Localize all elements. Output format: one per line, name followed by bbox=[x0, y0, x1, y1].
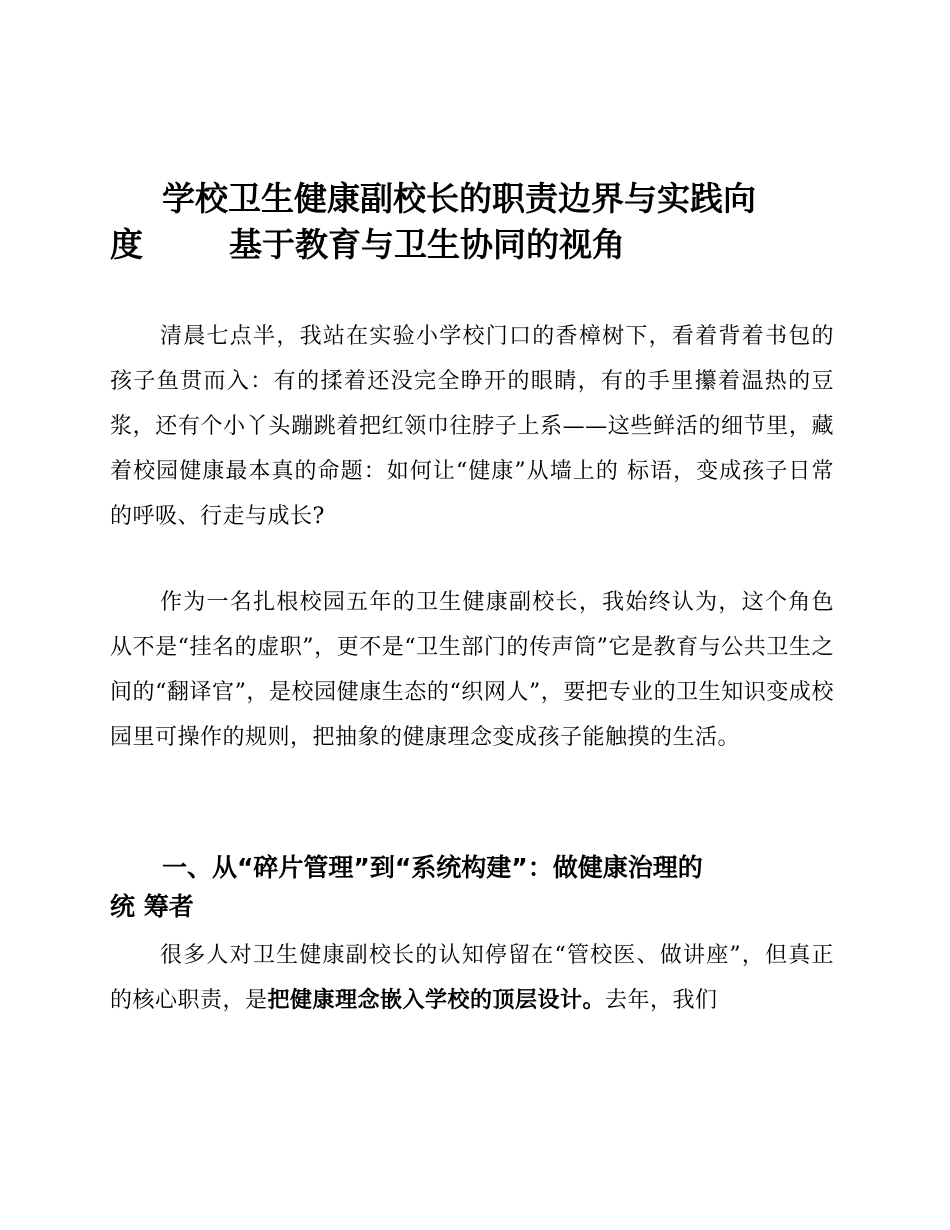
paragraph-section-1-end: 去年，我们 bbox=[605, 988, 718, 1013]
section-heading-line-1: 一、从“碎片管理”到“系统构建”：做健康治理的 bbox=[162, 853, 703, 882]
document-title-line-1: 学校卫生健康副校长的职责边界与实践向 bbox=[162, 179, 756, 218]
document-title-line-2 bbox=[110, 222, 840, 268]
document-title-subtitle: 基于教育与卫生协同的视角 bbox=[229, 225, 625, 264]
section-heading-line-2: 统 筹者 bbox=[110, 892, 194, 921]
document-title-line-2-part-a: 度 bbox=[110, 225, 143, 264]
paragraph-section-1-bold: 把健康理念嵌入学校的顶层设计。 bbox=[267, 988, 606, 1013]
paragraph-section-1 bbox=[110, 933, 834, 1023]
paragraph-opening: 清晨七点半，我站在实验小学校门口的香樟树下，看着背着书包的孩子鱼贯而入：有的揉着还没完全睁开的眼睛，有的手里攥着温热的豆浆，还有个小丫头蹦跳着把红领巾往脖子上系——这些鲜活的细节里，藏着校园健康最本真的命题：如何让“健康”从墙上的 标语，变成孩子日常的呼吸、行走与成长? bbox=[110, 324, 834, 529]
paragraph-section-1-start: 很多人对卫生健康副校长的认知停留在“管校医、做讲座”，但真正的核心职责，是 bbox=[110, 943, 834, 1013]
paragraph-role: 作为一名扎根校园五年的卫生健康副校长，我始终认为，这个角色从不是“挂名的虚职”，更不是“卫生部门的传声筒”它是教育与公共卫生之间的“翻译官”，是校园健康生态的“织网人”，要把专业的卫生知识变成校园里可操作的规则，把抽象的健康理念变成孩子能触摸的生活。 bbox=[110, 590, 834, 750]
